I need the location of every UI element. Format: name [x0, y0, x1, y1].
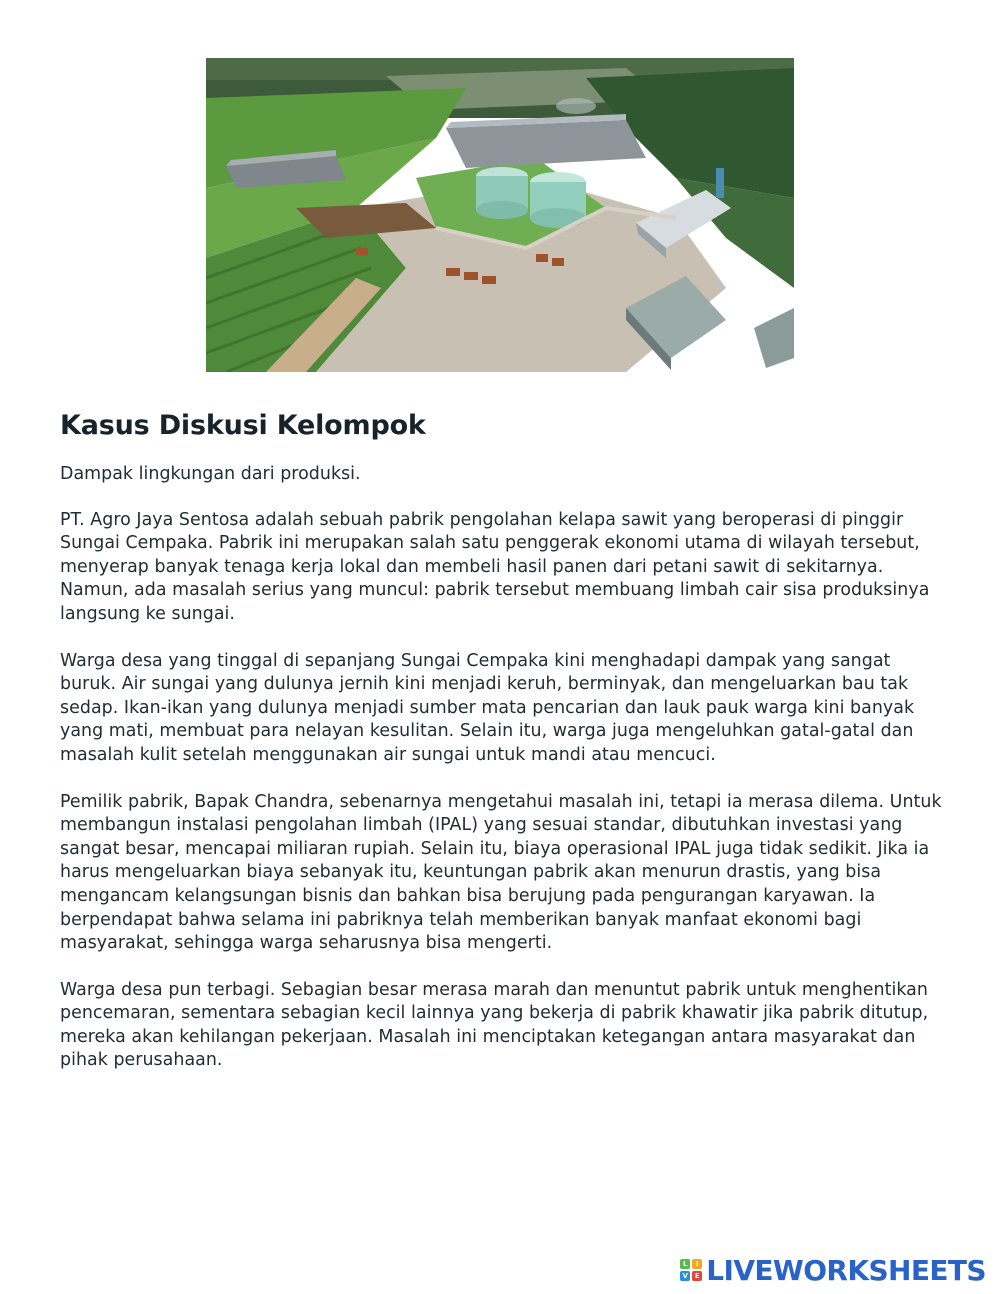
- factory-aerial-illustration: [206, 58, 794, 372]
- page-title: Kasus Diskusi Kelompok: [60, 410, 426, 441]
- document-body: [60, 410, 950, 1096]
- mark-e: E: [692, 1271, 702, 1281]
- liveworksheets-logo: [680, 1254, 986, 1286]
- paragraph-2: Warga desa yang tinggal di sepanjang Sungai Cempaka kini menghadapi dampak yang sangat buruk. Air sungai yang dulunya jernih kini menjadi keruh, berminyak, dan mengeluarkan bau tak sedap. Ikan-ikan yang dulunya menjadi sumber mata pencarian dan lauk pauk warga kini banyak yang mati, membuat para nelayan kesulitan. Selain itu, warga juga mengeluhkan gatal-gatal dan masalah kulit setelah menggunakan air sungai untuk mandi atau mencuci.: [60, 650, 915, 765]
- subtitle: Dampak lingkungan dari produksi.: [60, 464, 361, 484]
- paragraph-1: PT. Agro Jaya Sentosa adalah sebuah pabrik pengolahan kelapa sawit yang beroperasi di pinggir Sungai Cempaka. Pabrik ini merupakan salah satu penggerak ekonomi utama di wilayah tersebut, menyerap banyak tenaga kerja lokal dan membeli hasil panen dari petani sawit di sekitarnya. Namun, ada masalah serius yang muncul: pabrik tersebut membuang limbah cair sisa produksinya langsung ke sungai.: [60, 509, 930, 624]
- paragraph-3: Pemilik pabrik, Bapak Chandra, sebenarnya mengetahui masalah ini, tetapi ia merasa dilema. Untuk membangun instalasi pengolahan limbah (IPAL) yang sesuai standar, dibutuhkan investasi yang sangat besar, mencapai miliaran rupiah. Selain itu, biaya operasional IPAL juga tidak sedikit. Jika ia harus mengeluarkan biaya sebanyak itu, keuntungan pabrik akan menurun drastis, yang bisa mengancam kelangsungan bisnis dan bahkan bisa berujung pada pengurangan karyawan. Ia berpendapat bahwa selama ini pabriknya telah memberikan banyak manfaat ekonomi bagi masyarakat, sehingga warga seharusnya bisa mengerti.: [60, 791, 942, 954]
- liveworksheets-wordmark: LIVEWORKSHEETS: [706, 1253, 986, 1287]
- factory-photo: [206, 58, 794, 372]
- paragraph-4: Warga desa pun terbagi. Sebagian besar merasa marah dan menuntut pabrik untuk menghentikan pencemaran, sementara sebagian kecil lainnya yang bekerja di pabrik khawatir jika pabrik ditutup, mereka akan kehilangan pekerjaan. Masalah ini menciptakan ketegangan antara masyarakat dan pihak perusahaan.: [60, 979, 929, 1071]
- mark-l: L: [680, 1259, 690, 1269]
- liveworksheets-mark-icon: [680, 1259, 702, 1281]
- mark-v: V: [680, 1271, 690, 1281]
- mark-i: I: [692, 1259, 702, 1269]
